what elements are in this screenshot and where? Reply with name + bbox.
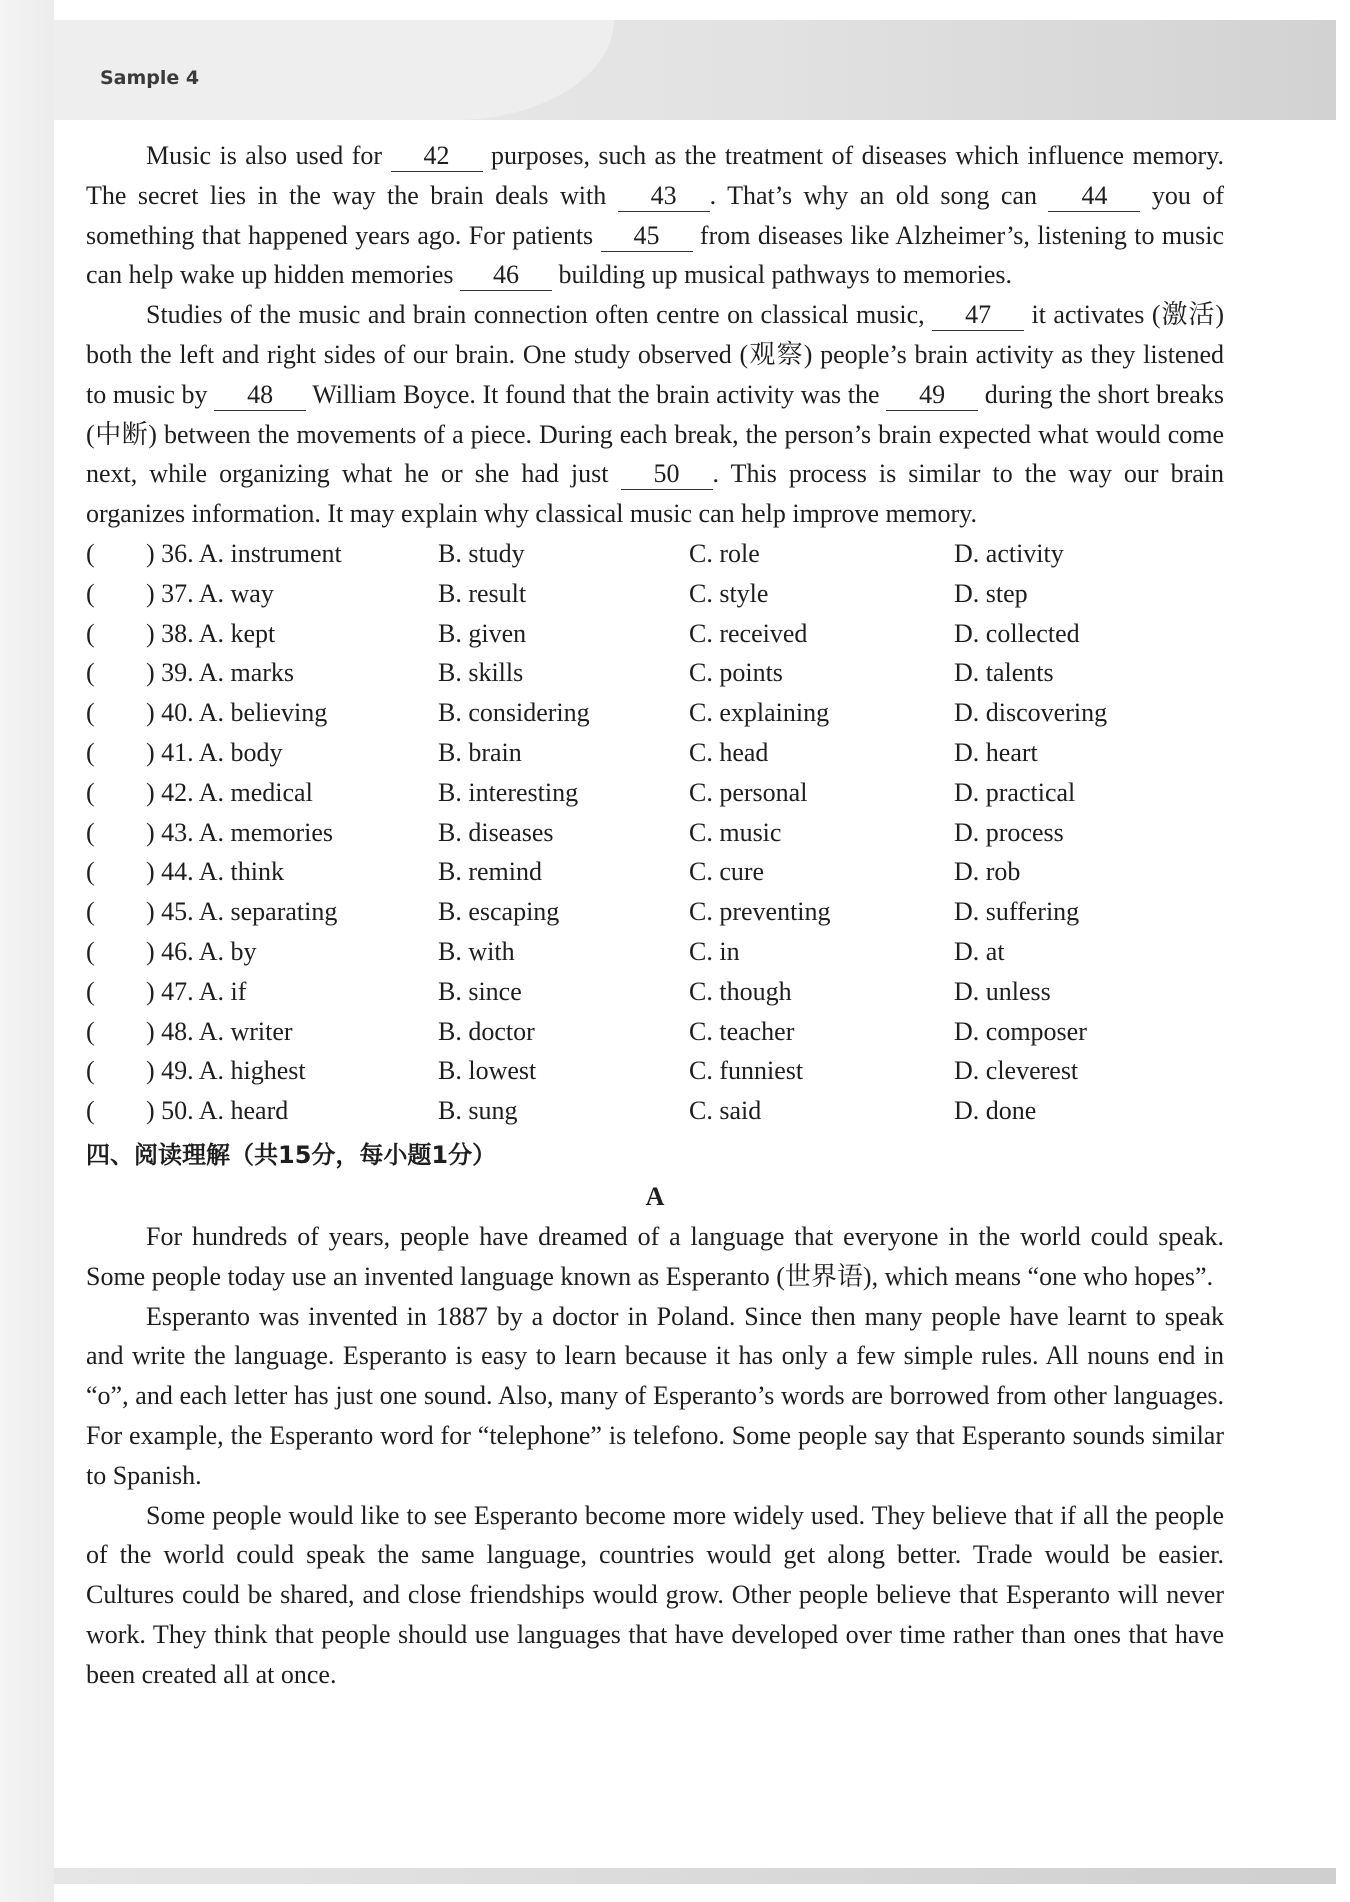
question-row — [86, 614, 1224, 654]
cloze-blank: 43 — [618, 181, 710, 212]
option-c: C. in — [689, 936, 740, 966]
option-c: C. style — [689, 578, 769, 608]
answer-paren: ( — [86, 1096, 95, 1126]
cloze-text: purposes, such as the treatment of diseases which influence memory. The secret lies in the way the brain deals with — [86, 141, 1224, 210]
option-c: C. funniest — [689, 1056, 804, 1086]
option-d: D. rob — [954, 857, 1021, 887]
option-a: ) 49. A. highest — [146, 1056, 306, 1086]
question-row — [86, 892, 1224, 932]
reading-paragraph: For hundreds of years, people have dreamed of a language that everyone in the world could speak. Some people today use an invented language known as Esperanto (世界语), which means “one who hopes”. — [86, 1221, 1224, 1291]
option-d: D. discovering — [954, 698, 1108, 728]
option-c: C. teacher — [689, 1016, 795, 1046]
cloze-blank: 44 — [1048, 181, 1140, 212]
option-c: C. music — [689, 817, 782, 847]
cloze-blank: 42 — [391, 141, 483, 172]
answer-paren: ( — [86, 897, 95, 927]
question-row — [86, 1051, 1224, 1091]
cloze-text: William Boyce. It found that the brain activity was the — [306, 379, 887, 409]
cloze-text: it activates (激活) both the left and right sides of our brain. One study observed (观察) people’s brain activity as they listened to music by — [86, 300, 1224, 409]
option-b: B. lowest — [438, 1056, 537, 1086]
option-d: D. activity — [954, 538, 1064, 568]
page-footer-band — [54, 1868, 1336, 1884]
answer-paren: ( — [86, 817, 95, 847]
cloze-blank: 49 — [886, 380, 978, 411]
option-a: ) 37. A. way — [146, 578, 274, 608]
answer-paren: ( — [86, 936, 95, 966]
option-b: B. result — [438, 578, 527, 608]
cloze-text: from diseases like Alzheimer’s, listening to music can help wake up hidden memories — [86, 220, 1224, 290]
option-a: ) 47. A. if — [146, 976, 247, 1006]
header-label: Sample 4 — [100, 67, 200, 89]
question-row — [86, 972, 1224, 1012]
answer-paren: ( — [86, 698, 95, 728]
option-d: D. practical — [954, 777, 1076, 807]
option-a: ) 42. A. medical — [146, 777, 313, 807]
option-a: ) 48. A. writer — [146, 1016, 293, 1046]
option-a: ) 44. A. think — [146, 857, 284, 887]
option-a: ) 36. A. instrument — [146, 538, 342, 568]
option-a: ) 43. A. memories — [146, 817, 334, 847]
option-c: C. head — [689, 737, 769, 767]
option-a: ) 45. A. separating — [146, 897, 338, 927]
option-c: C. received — [689, 618, 808, 648]
answer-paren: ( — [86, 1056, 95, 1086]
answer-paren: ( — [86, 976, 95, 1006]
option-b: B. sung — [438, 1096, 518, 1126]
answer-paren: ( — [86, 538, 95, 568]
option-b: B. study — [438, 538, 525, 568]
cloze-blank: 48 — [214, 380, 306, 411]
option-d: D. cleverest — [954, 1056, 1079, 1086]
cloze-text: . This process is similar to the way our brain organizes information. It may explain why classical music can help improve memory. — [86, 459, 1225, 529]
page-left-margin — [0, 0, 54, 1902]
cloze-blank: 46 — [460, 260, 552, 291]
option-d: D. process — [954, 817, 1064, 847]
option-c: C. explaining — [689, 698, 830, 728]
cloze-text: you of something that happened years ago. For patients — [86, 180, 1224, 250]
option-b: B. skills — [438, 658, 524, 688]
answer-paren: ( — [86, 618, 95, 648]
option-c: C. cure — [689, 857, 765, 887]
option-d: D. collected — [954, 618, 1080, 648]
option-b: B. diseases — [438, 817, 554, 847]
cloze-paragraph-1 — [86, 136, 1224, 295]
option-b: B. considering — [438, 698, 590, 728]
option-b: B. remind — [438, 857, 542, 887]
option-d: D. done — [954, 1096, 1037, 1126]
question-row — [86, 693, 1224, 733]
question-row — [86, 733, 1224, 773]
option-a: ) 46. A. by — [146, 936, 257, 966]
cloze-paragraph-2 — [86, 295, 1224, 534]
option-a: ) 40. A. believing — [146, 698, 328, 728]
cloze-text: Music is also used for — [146, 141, 391, 170]
question-row — [86, 574, 1224, 614]
cloze-text: building up musical pathways to memories. — [552, 260, 1012, 290]
question-row — [86, 813, 1224, 853]
option-d: D. composer — [954, 1016, 1087, 1046]
question-row — [86, 653, 1224, 693]
option-a: ) 50. A. heard — [146, 1096, 289, 1126]
page-content — [86, 136, 1224, 1694]
option-a: ) 38. A. kept — [146, 618, 276, 648]
question-row — [86, 1012, 1224, 1052]
answer-paren: ( — [86, 578, 95, 608]
question-row — [86, 932, 1224, 972]
answer-paren: ( — [86, 658, 95, 688]
cloze-text: . That’s why an old song can — [709, 180, 1049, 210]
option-d: D. unless — [954, 976, 1051, 1006]
cloze-blank: 45 — [601, 221, 693, 252]
option-d: D. talents — [954, 658, 1054, 688]
cloze-blank: 47 — [932, 300, 1024, 331]
option-a: ) 39. A. marks — [146, 658, 295, 688]
question-row — [86, 534, 1224, 574]
option-b: B. interesting — [438, 777, 579, 807]
reading-paragraph: Some people would like to see Esperanto become more widely used. They believe that if all the people of the world could speak the same language, countries would get along better. Trade would be easier. Cultures could be shared, and close friendships would grow. Other people believe that Esperanto will never work. They think that people should use languages that have developed over time rather than ones that have been created all at once. — [86, 1500, 1224, 1689]
option-b: B. doctor — [438, 1016, 535, 1046]
option-c: C. preventing — [689, 897, 831, 927]
cloze-text: Studies of the music and brain connection often centre on classical music, — [146, 300, 933, 330]
answer-paren: ( — [86, 777, 95, 807]
reading-paragraph: Esperanto was invented in 1887 by a doctor in Poland. Since then many people have learnt to speak and write the language. Esperanto is easy to learn because it has only a few simple rules. All nouns end in “o”, and each letter has just one sound. Also, many of Esperanto’s words are borrowed from other languages. For example, the Esperanto word for “telephone” is telefono. Some people say that Esperanto sounds similar to Spanish. — [86, 1301, 1224, 1490]
passage-letter: A — [645, 1181, 665, 1211]
option-c: C. said — [689, 1096, 762, 1126]
option-b: B. given — [438, 618, 527, 648]
answer-paren: ( — [86, 857, 95, 887]
option-b: B. escaping — [438, 897, 560, 927]
option-d: D. at — [954, 936, 1005, 966]
question-row — [86, 1091, 1224, 1131]
option-b: B. with — [438, 936, 515, 966]
option-d: D. heart — [954, 737, 1038, 767]
answer-paren: ( — [86, 1016, 95, 1046]
option-c: C. personal — [689, 777, 808, 807]
option-b: B. brain — [438, 737, 522, 767]
section-title: 四、阅读理解（共15分，每小题1分） — [86, 1140, 497, 1169]
option-c: C. role — [689, 538, 760, 568]
page-header-band — [54, 20, 1336, 120]
option-c: C. points — [689, 658, 783, 688]
cloze-blank: 50 — [621, 459, 713, 490]
answer-paren: ( — [86, 737, 95, 767]
question-options — [86, 534, 1224, 1131]
cloze-text: during the short breaks (中断) between the movements of a piece. During each break, the person’s brain expected what would come next, while organizing what he or she had just — [86, 379, 1224, 489]
question-row — [86, 773, 1224, 813]
question-row — [86, 852, 1224, 892]
option-b: B. since — [438, 976, 522, 1006]
option-a: ) 41. A. body — [146, 737, 283, 767]
option-c: C. though — [689, 976, 792, 1006]
option-d: D. suffering — [954, 897, 1080, 927]
option-d: D. step — [954, 578, 1028, 608]
